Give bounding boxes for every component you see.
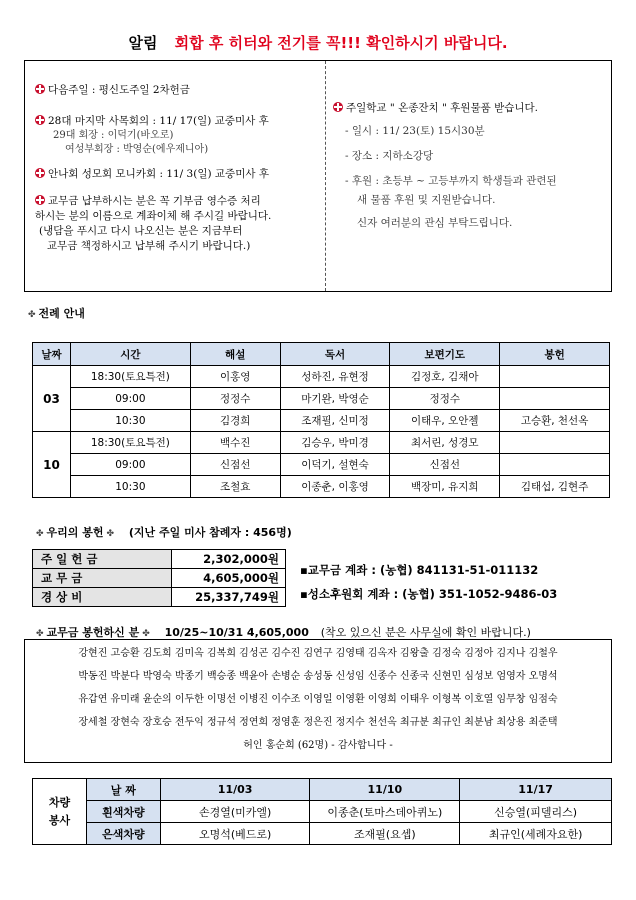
header-prayer: 보편기도 [390,343,500,366]
offering-value: 2,302,000원 [172,550,286,569]
table-cell: 정정수 [390,388,500,410]
clover-icon: ✤ [36,629,44,639]
cross-icon [35,168,45,178]
vehicle-header: 11/10 [310,779,460,801]
event-target2: 새 물품 후원 및 지원받습니다. [357,194,496,206]
table-cell: 09:00 [70,388,190,410]
table-row [33,388,610,410]
table-cell: 김태섭, 김현주 [500,476,610,498]
donor-line: 장세철 장현숙 장호승 전두익 정규석 정연희 정영훈 정은진 정지수 천선옥 최규분 최규인 최분남 최상용 최준택 [78,717,558,728]
table-cell: 조철효 [190,476,280,498]
donor-line: 유갑연 유미래 윤순의 이두한 이명선 이병진 이수조 이영일 이영환 이영희 이태우 이형복 이호열 임무창 임점숙 [78,694,558,705]
table-cell: 조재필(요셉) [310,823,460,845]
table-cell: 김경희 [190,410,280,432]
tax-line2: 하시는 분의 이름으로 계좌이체 해 주시길 바랍니다. [35,210,272,222]
meeting-sub2: 여성부회장 : 박영순(에우제니아) [65,144,209,155]
table-cell: 18:30(토요특전) [70,366,190,388]
table-row [33,569,286,588]
event-closing: 신자 여러분의 관심 부탁드립니다. [357,217,513,229]
meeting-sub1: 29대 회장 : 이덕기(바오로) [53,130,174,141]
table-cell: 이태우, 오안젤 [390,410,500,432]
donor-line: 강현진 고승환 김도희 김미옥 김복희 김성곤 김수진 김연구 김영태 김옥자 김왕출 김정숙 김정아 김지나 김철우 [78,648,558,659]
table-cell: 이종춘, 이홍영 [280,476,390,498]
liturgy-title: ✤ 전례 안내 [28,307,85,320]
vehicle-header: 날 짜 [86,779,160,801]
header-commentary: 해설 [190,343,280,366]
table-cell [500,366,610,388]
vehicle-row-label: 은색차량 [86,823,160,845]
table-cell: 정정수 [190,388,280,410]
event-date: - 일시 : 11/ 23(토) 15시30분 [345,125,485,137]
table-cell: 백장미, 유지희 [390,476,500,498]
table-cell: 10:30 [70,410,190,432]
date-cell: 03 [33,366,71,432]
table-row [33,801,612,823]
vehicle-header: 11/17 [460,779,612,801]
offering-title: ✤ 우리의 봉헌 ✤ (지난 주일 미사 참례자 : 456명) [36,526,292,539]
table-cell: 고승환, 천선옥 [500,410,610,432]
offering-value: 25,337,749원 [172,588,286,607]
account-1: ▪교무금 계좌 : (농협) 841131-51-011132 [300,563,539,577]
table-cell: 마기완, 박영순 [280,388,390,410]
header-date: 날짜 [33,343,71,366]
table-cell: 신승열(피델리스) [460,801,612,823]
table-cell: 최서린, 성경모 [390,432,500,454]
table-cell: 10:30 [70,476,190,498]
table-cell: 신점선 [390,454,500,476]
offering-label: 주일헌금 [33,550,172,569]
table-cell: 오명석(베드로) [160,823,310,845]
table-row [33,454,610,476]
donor-line: 허인 홍순희 (62명) - 감사합니다 - [243,740,393,751]
date-cell: 10 [33,432,71,498]
table-cell: 조재필, 신미정 [280,410,390,432]
table-row [33,432,610,454]
tax-line1: 교무금 납부하시는 분은 꼭 기부금 영수증 처리 [48,195,261,207]
liturgy-header-row [33,343,610,366]
table-row [33,410,610,432]
event-target: - 후원 : 초등부 ~ 고등부까지 학생들과 관련된 [345,175,557,187]
table-cell: 성하진, 유현정 [280,366,390,388]
next-week-text: 다음주일 : 평신도주일 2차헌금 [48,84,190,96]
vehicle-row-label: 흰색차량 [86,801,160,823]
account-2: ▪성소후원회 계좌 : (농협) 351-1052-9486-03 [300,587,558,601]
announcements-right [333,101,608,231]
notice-message: 회합 후 히터와 전기를 꼭!!! 확인하시기 바랍니다. [174,34,508,52]
donors-note: (착오 있으신 분은 사무실에 확인 바랍니다.) [320,626,531,639]
table-row [33,476,610,498]
notice-banner [0,32,636,53]
donors-title: ✤ 교무금 봉헌하신 분 ✤ 10/25~10/31 4,605,000 (착오 있으신 분은 사무실에 확인 바랍니다.) [36,626,531,639]
vehicle-header: 11/03 [160,779,310,801]
clover-icon: ✤ [142,629,150,639]
header-reading: 독서 [280,343,390,366]
table-cell [500,432,610,454]
column-divider [325,61,326,291]
donor-line: 박동진 박분다 박영숙 박종기 백승종 백윤아 손병순 송성동 신성임 신종수 신종국 신현민 심성보 엄영자 오명석 [78,671,558,682]
cross-icon [35,84,45,94]
table-cell: 이종춘(토마스데아퀴노) [310,801,460,823]
guide-monitor-text: 안나회 성모회 모니카회 : 11/ 3(일) 교중미사 후 [48,168,269,180]
clover-icon: ✤ [106,529,115,539]
event-place: - 장소 : 지하소강당 [345,150,434,162]
table-cell: 최규인(세례자요한) [460,823,612,845]
table-row [33,366,610,388]
table-cell [500,454,610,476]
table-cell: 신점선 [190,454,280,476]
clover-icon: ✤ [36,529,44,539]
vehicle-table [32,778,612,845]
table-row [33,550,286,569]
tax-line3: (냉담을 푸시고 다시 나오신는 분은 지금부터 [39,225,243,237]
table-row [33,823,612,845]
sunday-school-title: 주일학교 " 온종잔치 " 후원물품 받습니다. [346,102,538,114]
announcements-left [35,69,320,254]
table-row [33,779,612,801]
table-cell: 백수진 [190,432,280,454]
notice-label: 알림 [128,34,158,52]
table-cell: 이덕기, 설현숙 [280,454,390,476]
meeting-text: 28대 마지막 사목회의 : 11/ 17(일) 교중미사 후 [48,115,269,127]
table-cell: 손경열(미카엘) [160,801,310,823]
header-offering: 봉헌 [500,343,610,366]
tax-line4: 교무금 책정하시고 납부해 주시기 바랍니다.) [47,240,251,252]
header-time: 시간 [70,343,190,366]
table-cell: 김승우, 박미경 [280,432,390,454]
cross-icon [333,102,343,112]
table-cell: 김정호, 김채아 [390,366,500,388]
table-cell [500,388,610,410]
table-cell: 09:00 [70,454,190,476]
offering-label: 교무금 [33,569,172,588]
table-row [33,588,286,607]
clover-icon: ✤ [28,310,36,320]
attendance-text: (지난 주일 미사 참례자 : 456명) [128,526,292,539]
table-cell: 이홍영 [190,366,280,388]
announcement-box [24,60,612,292]
liturgy-table [32,342,610,498]
offering-table [32,549,286,607]
vehicle-group-label: 차량 봉사 [33,779,87,845]
table-cell: 18:30(토요특전) [70,432,190,454]
offering-value: 4,605,000원 [172,569,286,588]
donors-box [24,639,612,763]
cross-icon [35,115,45,125]
donors-summary: 10/25~10/31 4,605,000 [164,626,309,639]
cross-icon [35,195,45,205]
offering-label: 경상비 [33,588,172,607]
